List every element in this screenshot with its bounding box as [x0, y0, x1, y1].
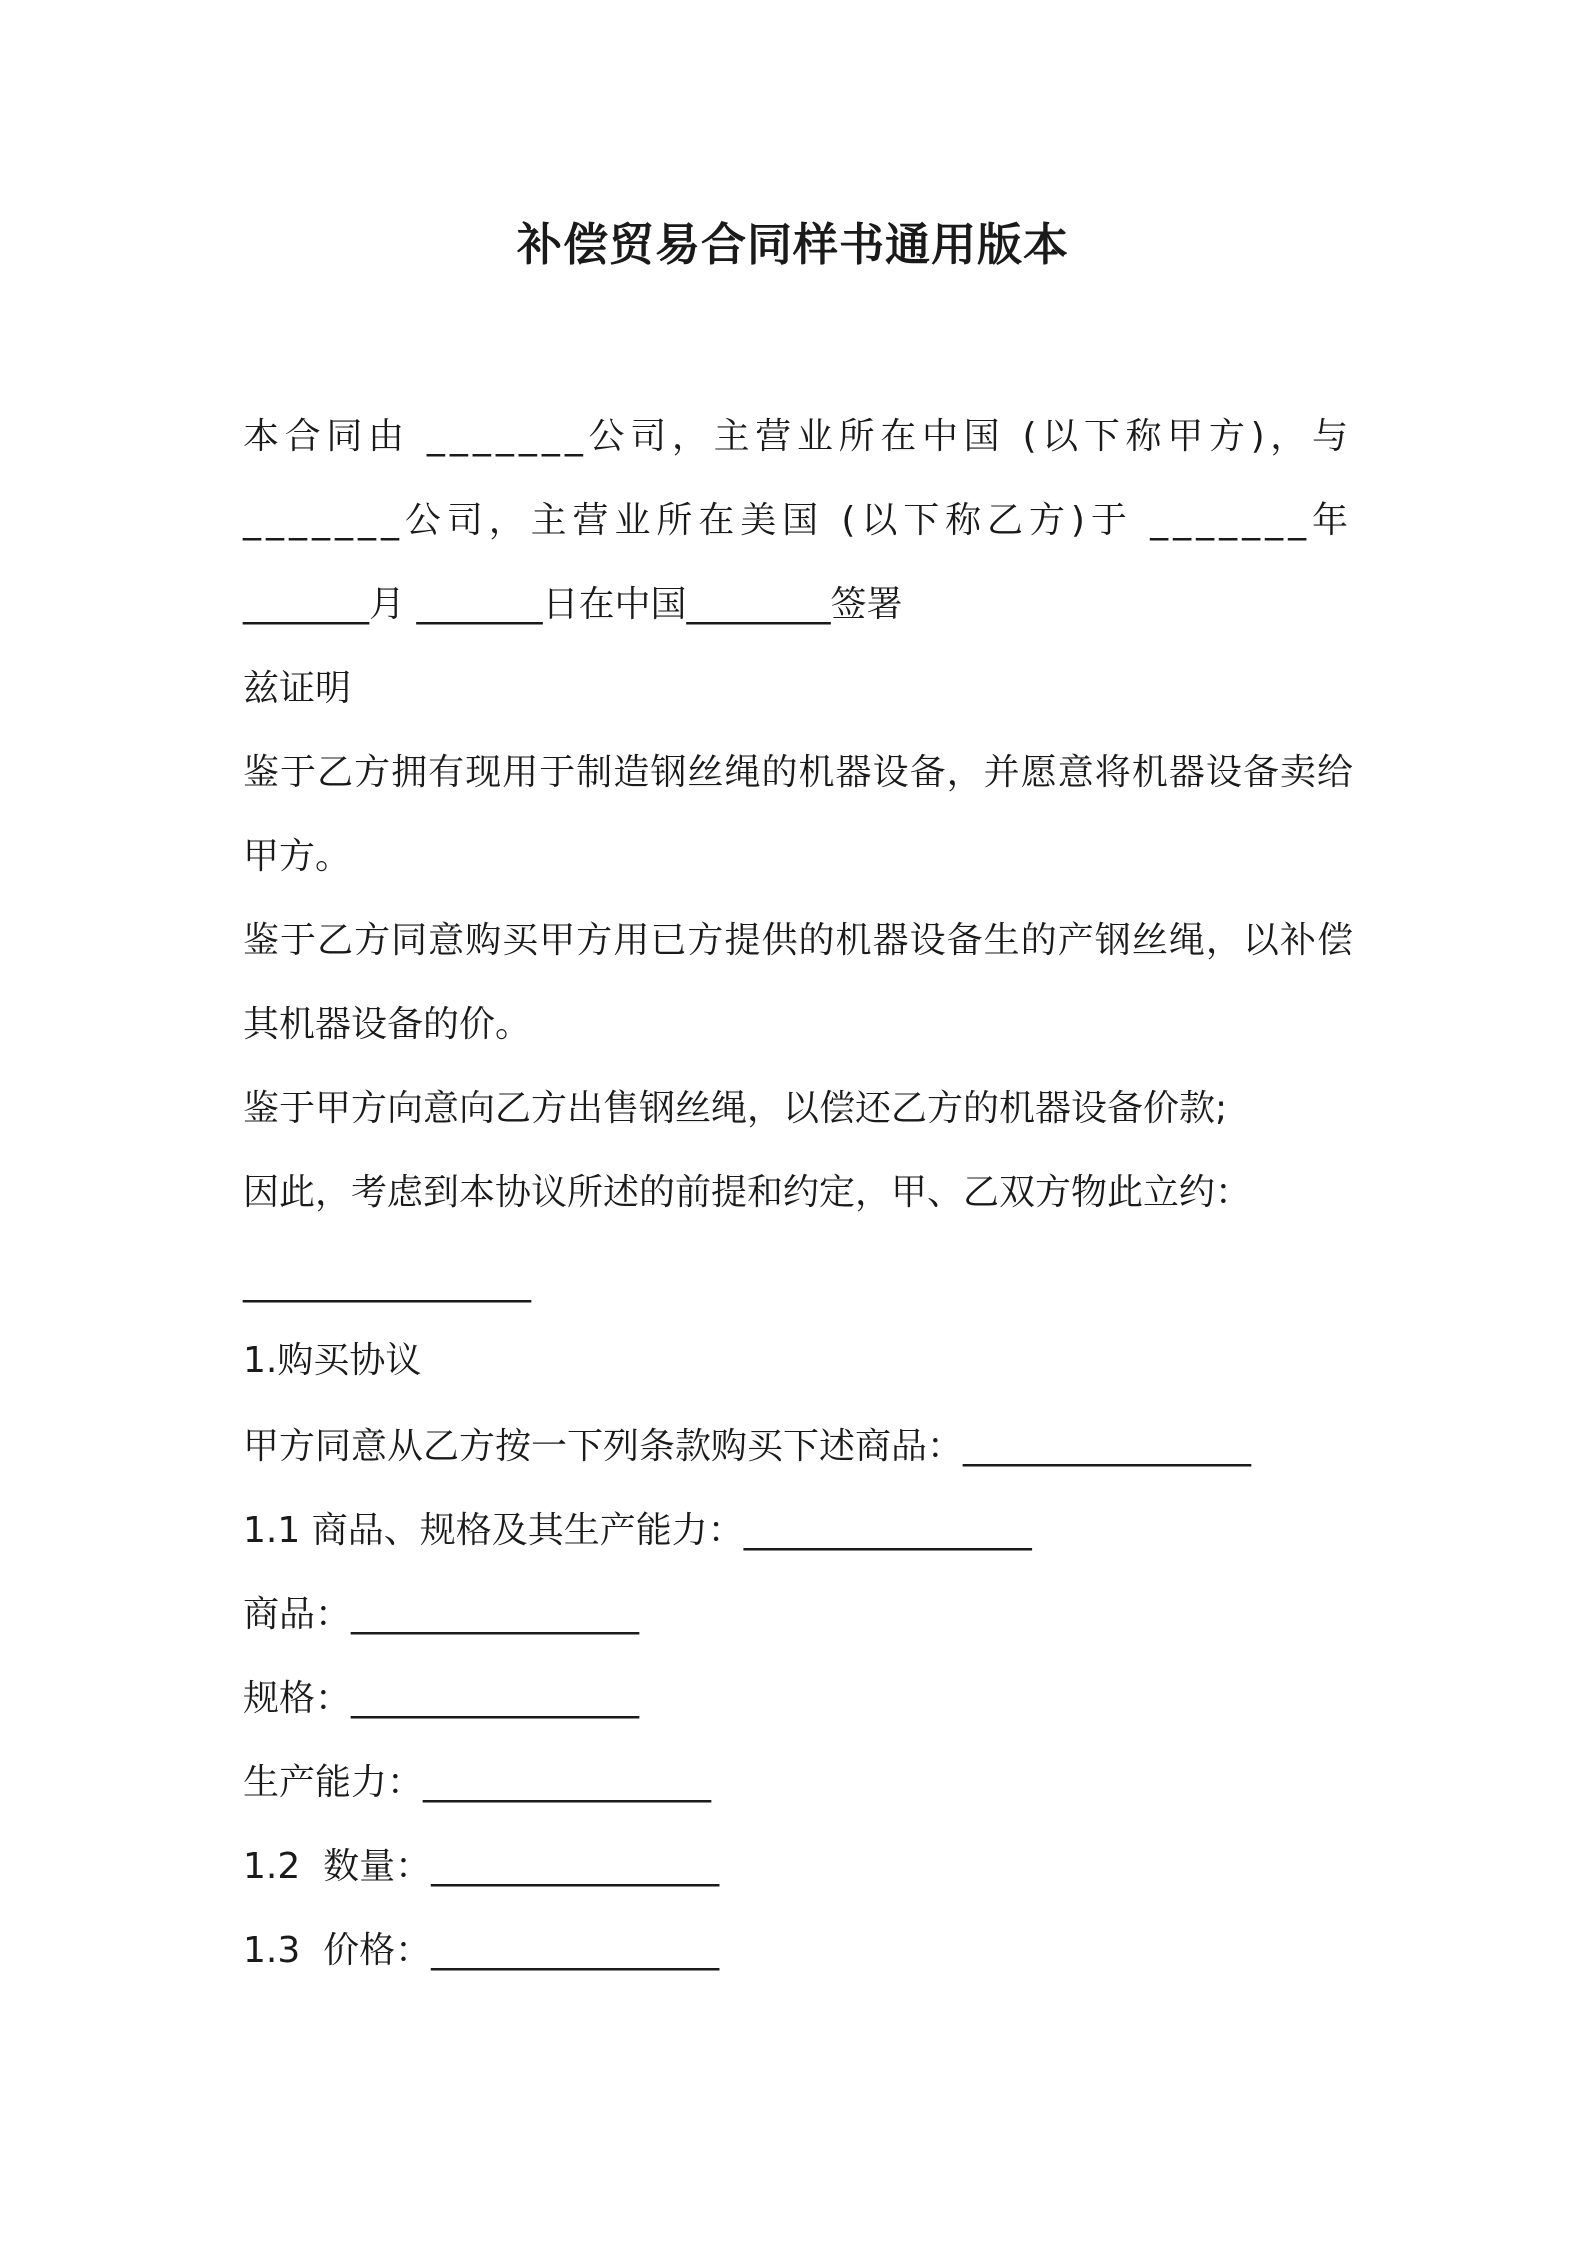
- paragraph-line-12: 甲方同意从乙方按一下列条款购买下述商品：________________: [243, 1426, 1252, 1467]
- paragraph-line-3: _______月 _______日在中国________签署: [243, 584, 903, 625]
- paragraph-line-5: 鉴于乙方拥有现用于制造钢丝绳的机器设备，并愿意将机器设备卖给: [243, 752, 1353, 793]
- field-goods: 商品：________________: [243, 1594, 640, 1635]
- field-capacity: 生产能力：________________: [243, 1762, 712, 1803]
- paragraph-line-4: 兹证明: [243, 668, 352, 709]
- clause-1-1: 1.1 商品、规格及其生产能力：________________: [243, 1510, 1032, 1551]
- paragraph-line-1: 本合同由 _______公司，主营业所在中国 (以下称甲方)，与: [243, 416, 1353, 457]
- document-title: 补偿贸易合同样书通用版本: [516, 218, 1069, 271]
- paragraph-line-7: 鉴于乙方同意购买甲方用已方提供的机器设备生的产钢丝绳，以补偿: [243, 920, 1353, 961]
- clause-1-2: 1.2 数量：________________: [243, 1846, 720, 1887]
- clause-1-3: 1.3 价格：________________: [243, 1930, 720, 1971]
- paragraph-line-10: 因此，考虑到本协议所述的前提和约定，甲、乙双方物此立约：: [243, 1172, 1252, 1213]
- field-specification: 规格：________________: [243, 1678, 640, 1719]
- paragraph-line-8: 其机器设备的价。: [243, 1004, 532, 1045]
- paragraph-line-2: _______公司，主营业所在美国 (以下称乙方)于 _______年: [243, 500, 1353, 541]
- section-heading-1: 1.购买协议: [243, 1340, 422, 1381]
- paragraph-line-9: 鉴于甲方向意向乙方出售钢丝绳，以偿还乙方的机器设备价款;: [243, 1088, 1228, 1129]
- paragraph-line-6: 甲方。: [243, 836, 352, 877]
- blank-line: ________________: [243, 1262, 531, 1303]
